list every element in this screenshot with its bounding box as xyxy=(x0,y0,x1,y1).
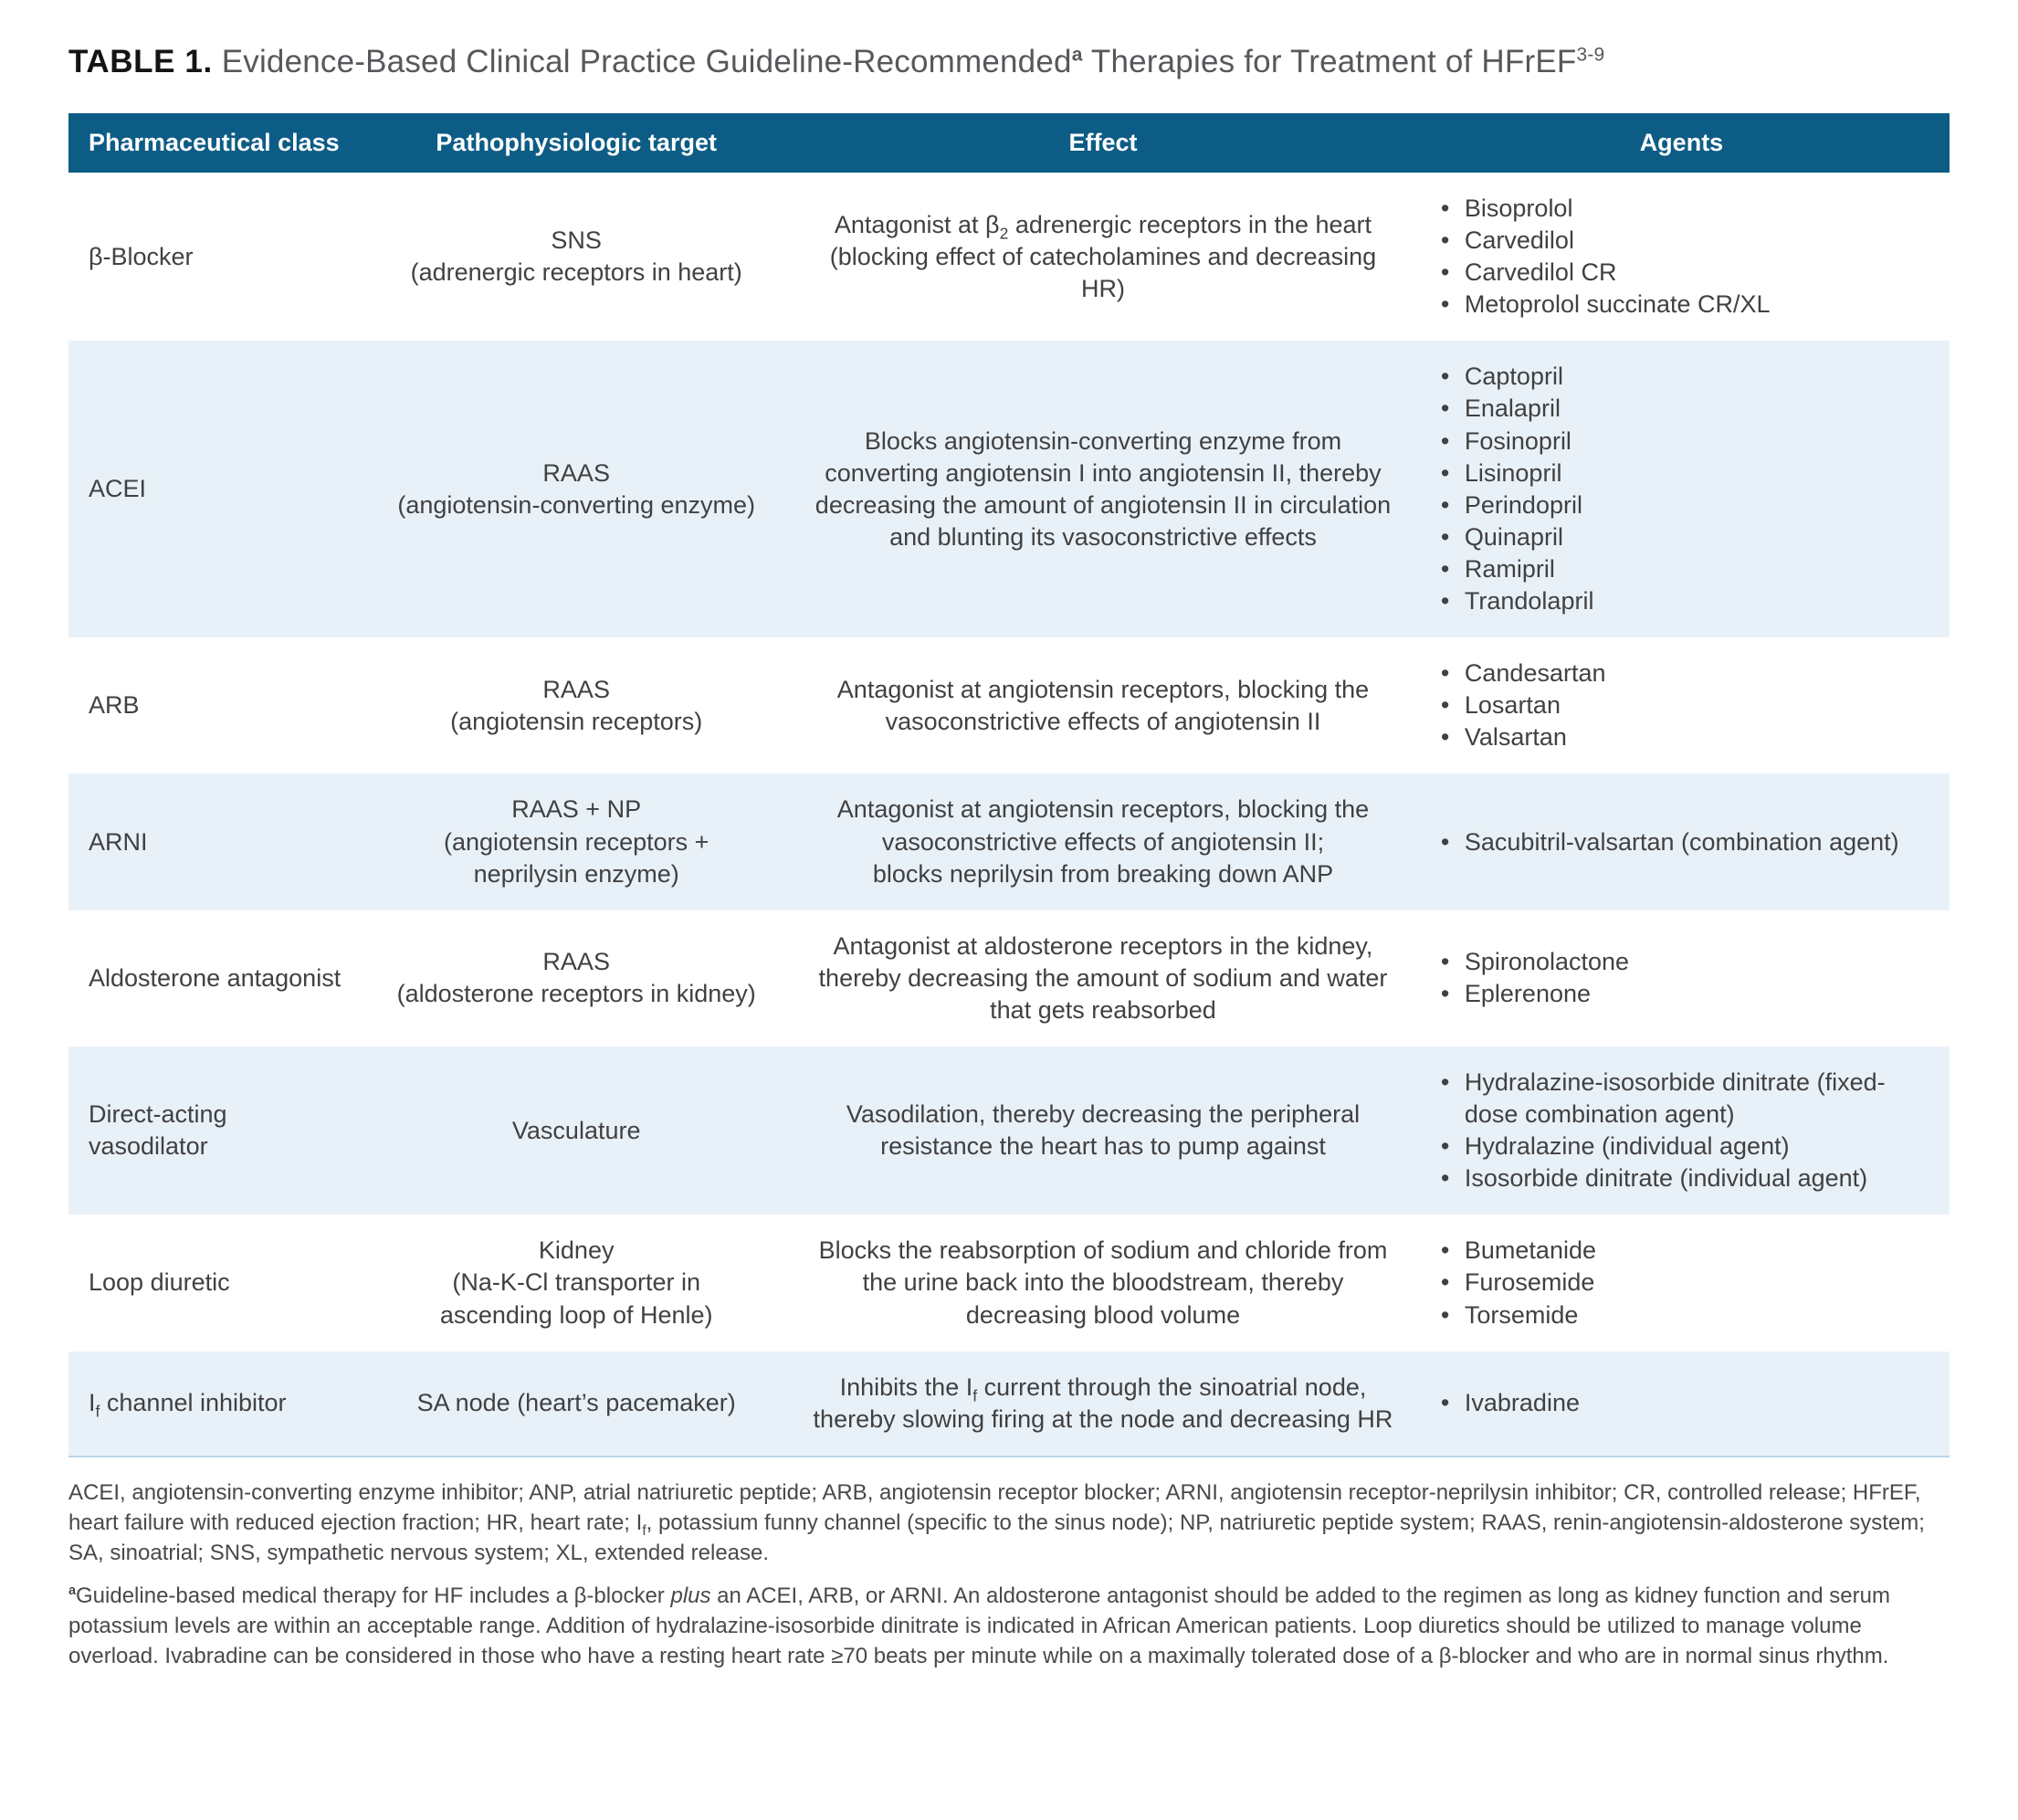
header-pathophysiologic-target: Pathophysiologic target xyxy=(360,113,793,173)
agent-item: • Quinapril xyxy=(1437,521,1935,553)
agent-item: • Bisoprolol xyxy=(1437,193,1935,225)
agent-item: • Ramipril xyxy=(1437,553,1935,585)
cell-effect: Inhibits the $I_f$ current through the sinoatrial node, thereby slowing firing at the node and decreasing HR xyxy=(813,1373,1393,1433)
table-row xyxy=(68,637,1950,773)
table-title: TABLE 1. Evidence-Based Clinical Practice Guideline-Recommended$^a$ Therapies for Treatment of HFrEF$^{3-9}$ xyxy=(68,44,1605,79)
cell-agents xyxy=(1414,341,1950,637)
table-row xyxy=(68,341,1950,637)
cell-pathophysiologic-target: SNS (adrenergic receptors in heart) xyxy=(410,226,742,287)
agent-item: • Captopril xyxy=(1437,361,1935,393)
cell-effect: Antagonist at $\beta_2$ adrenergic receptors in the heart (blocking effect of catecholamines and decreasing HR) xyxy=(829,210,1377,302)
footnote-guideline: $^a$Guideline-based medical therapy for HF includes a β-blocker plus an ACEI, ARB, or ARNI. An aldosterone antagonist should be added to the regimen as long as kidney function and serum potassium levels are within an acceptable range. Addition of hydralazine-isosorbide dinitrate is indicated in African American patients. Loop diuretics should be utilized to manage volume overload. Ivabradine can be considered in those who have a resting heart rate ≥70 beats per minute while on a maximally tolerated dose of a β-blocker and who are in normal sinus rhythm. xyxy=(68,1583,1890,1669)
cell-pharmaceutical-class: ACEI xyxy=(89,475,147,503)
agent-item: • Sacubitril-valsartan (combination agent) xyxy=(1437,826,1935,858)
agent-item: • Candesartan xyxy=(1437,658,1935,689)
agent-item: • Isosorbide dinitrate (individual agent) xyxy=(1437,1162,1935,1194)
cell-effect: Vasodilation, thereby decreasing the peripheral resistance the heart has to pump against xyxy=(846,1100,1361,1161)
cell-effect: Antagonist at angiotensin receptors, blocking the vasoconstrictive effects of angiotensin II xyxy=(836,675,1370,735)
table-row xyxy=(68,173,1950,341)
footnotes xyxy=(68,1478,1950,1672)
agent-item: • Hydralazine (individual agent) xyxy=(1437,1131,1935,1162)
cell-pathophysiologic-target: RAAS (angiotensin receptors) xyxy=(450,675,703,735)
table-header xyxy=(68,113,1950,173)
agent-item: • Eplerenone xyxy=(1437,978,1935,1010)
agents-list xyxy=(1437,1067,1935,1194)
table-row xyxy=(68,910,1950,1047)
table-row xyxy=(68,1047,1950,1215)
agent-item: • Bumetanide xyxy=(1437,1235,1935,1267)
cell-pharmaceutical-class: β-Blocker xyxy=(89,242,194,270)
agent-item: • Furosemide xyxy=(1437,1267,1935,1299)
agents-list xyxy=(1437,1387,1935,1419)
cell-agents xyxy=(1414,1047,1950,1215)
cell-pathophysiologic-target: RAAS + NP (angiotensin receptors + neprilysin enzyme) xyxy=(443,795,709,888)
agents-list xyxy=(1437,658,1935,753)
hfref-therapies-table xyxy=(68,113,1950,1457)
table-body xyxy=(68,173,1950,1457)
cell-agents xyxy=(1414,637,1950,773)
cell-agents xyxy=(1414,773,1950,910)
agent-item: • Trandolapril xyxy=(1437,585,1935,617)
header-effect: Effect xyxy=(793,113,1414,173)
cell-agents xyxy=(1414,1352,1950,1457)
table-row xyxy=(68,773,1950,910)
agents-list xyxy=(1437,826,1935,858)
cell-agents xyxy=(1414,173,1950,341)
agent-item: • Fosinopril xyxy=(1437,426,1935,458)
agent-item: • Metoprolol succinate CR/XL xyxy=(1437,289,1935,321)
agent-item: • Spironolactone xyxy=(1437,946,1935,978)
agents-list xyxy=(1437,1235,1935,1331)
cell-effect: Blocks angiotensin-converting enzyme from converting angiotensin I into angiotensin II, thereby decreasing the amount of angiotensin II in circulation and blunting its vasoconstrictive effects xyxy=(815,426,1392,551)
table-row xyxy=(68,1352,1950,1457)
cell-pharmaceutical-class: Loop diuretic xyxy=(89,1268,230,1297)
cell-pharmaceutical-class: ARB xyxy=(89,691,140,720)
table-row xyxy=(68,1215,1950,1351)
agent-item: • Ivabradine xyxy=(1437,1387,1935,1419)
agent-item: • Carvedilol CR xyxy=(1437,257,1935,289)
cell-pathophysiologic-target: SA node (heart’s pacemaker) xyxy=(416,1389,736,1417)
agent-item: • Enalapril xyxy=(1437,393,1935,425)
cell-pathophysiologic-target: Kidney (Na-K-Cl transporter in ascending loop of Henle) xyxy=(439,1236,713,1329)
agent-item: • Carvedilol xyxy=(1437,225,1935,257)
agent-item: • Torsemide xyxy=(1437,1299,1935,1331)
agent-item: • Lisinopril xyxy=(1437,458,1935,489)
agent-item: • Valsartan xyxy=(1437,721,1935,753)
cell-effect: Antagonist at angiotensin receptors, blocking the vasoconstrictive effects of angiotensin II; blocks neprilysin from breaking down ANP xyxy=(836,795,1370,888)
cell-pathophysiologic-target: RAAS (aldosterone receptors in kidney) xyxy=(396,948,756,1008)
cell-effect: Antagonist at aldosterone receptors in the kidney, thereby decreasing the amount of sodium and water that gets reabsorbed xyxy=(818,931,1388,1024)
cell-pathophysiologic-target: RAAS (angiotensin-converting enzyme) xyxy=(397,458,756,519)
footnote-abbreviations: ACEI, angiotensin-converting enzyme inhibitor; ANP, atrial natriuretic peptide; ARB, angiotensin receptor blocker; ARNI, angiotensin receptor-neprilysin inhibitor; CR, controlled release; HFrEF, heart failure with reduced ejection fraction; HR, heart rate; $I_f$, potassium funny channel (specific to the sinus node); NP, natriuretic peptide system; RAAS, renin-angiotensin-aldosterone system; SA, sinoatrial; SNS, sympathetic nervous system; XL, extended release. xyxy=(68,1479,1925,1566)
cell-pathophysiologic-target: Vasculature xyxy=(511,1116,641,1144)
agents-list xyxy=(1437,193,1935,321)
cell-pharmaceutical-class: Aldosterone antagonist xyxy=(89,963,342,992)
cell-effect: Blocks the reabsorption of sodium and chloride from the urine back into the bloodstream, thereby decreasing blood volume xyxy=(818,1236,1388,1329)
agent-item: • Hydralazine-isosorbide dinitrate (fixed-dose combination agent) xyxy=(1437,1067,1935,1131)
agent-item: • Losartan xyxy=(1437,689,1935,721)
header-agents: Agents xyxy=(1414,113,1950,173)
header-pharmaceutical-class: Pharmaceutical class xyxy=(68,113,360,173)
cell-agents xyxy=(1414,910,1950,1047)
agents-list xyxy=(1437,361,1935,617)
header-row xyxy=(68,113,1950,173)
cell-pharmaceutical-class: ARNI xyxy=(89,827,148,856)
cell-agents xyxy=(1414,1215,1950,1351)
cell-pharmaceutical-class: Direct-acting vasodilator xyxy=(89,1100,227,1161)
agent-item: • Perindopril xyxy=(1437,489,1935,521)
agents-list xyxy=(1437,946,1935,1010)
cell-pharmaceutical-class: $I_f$ channel inhibitor xyxy=(89,1389,287,1421)
